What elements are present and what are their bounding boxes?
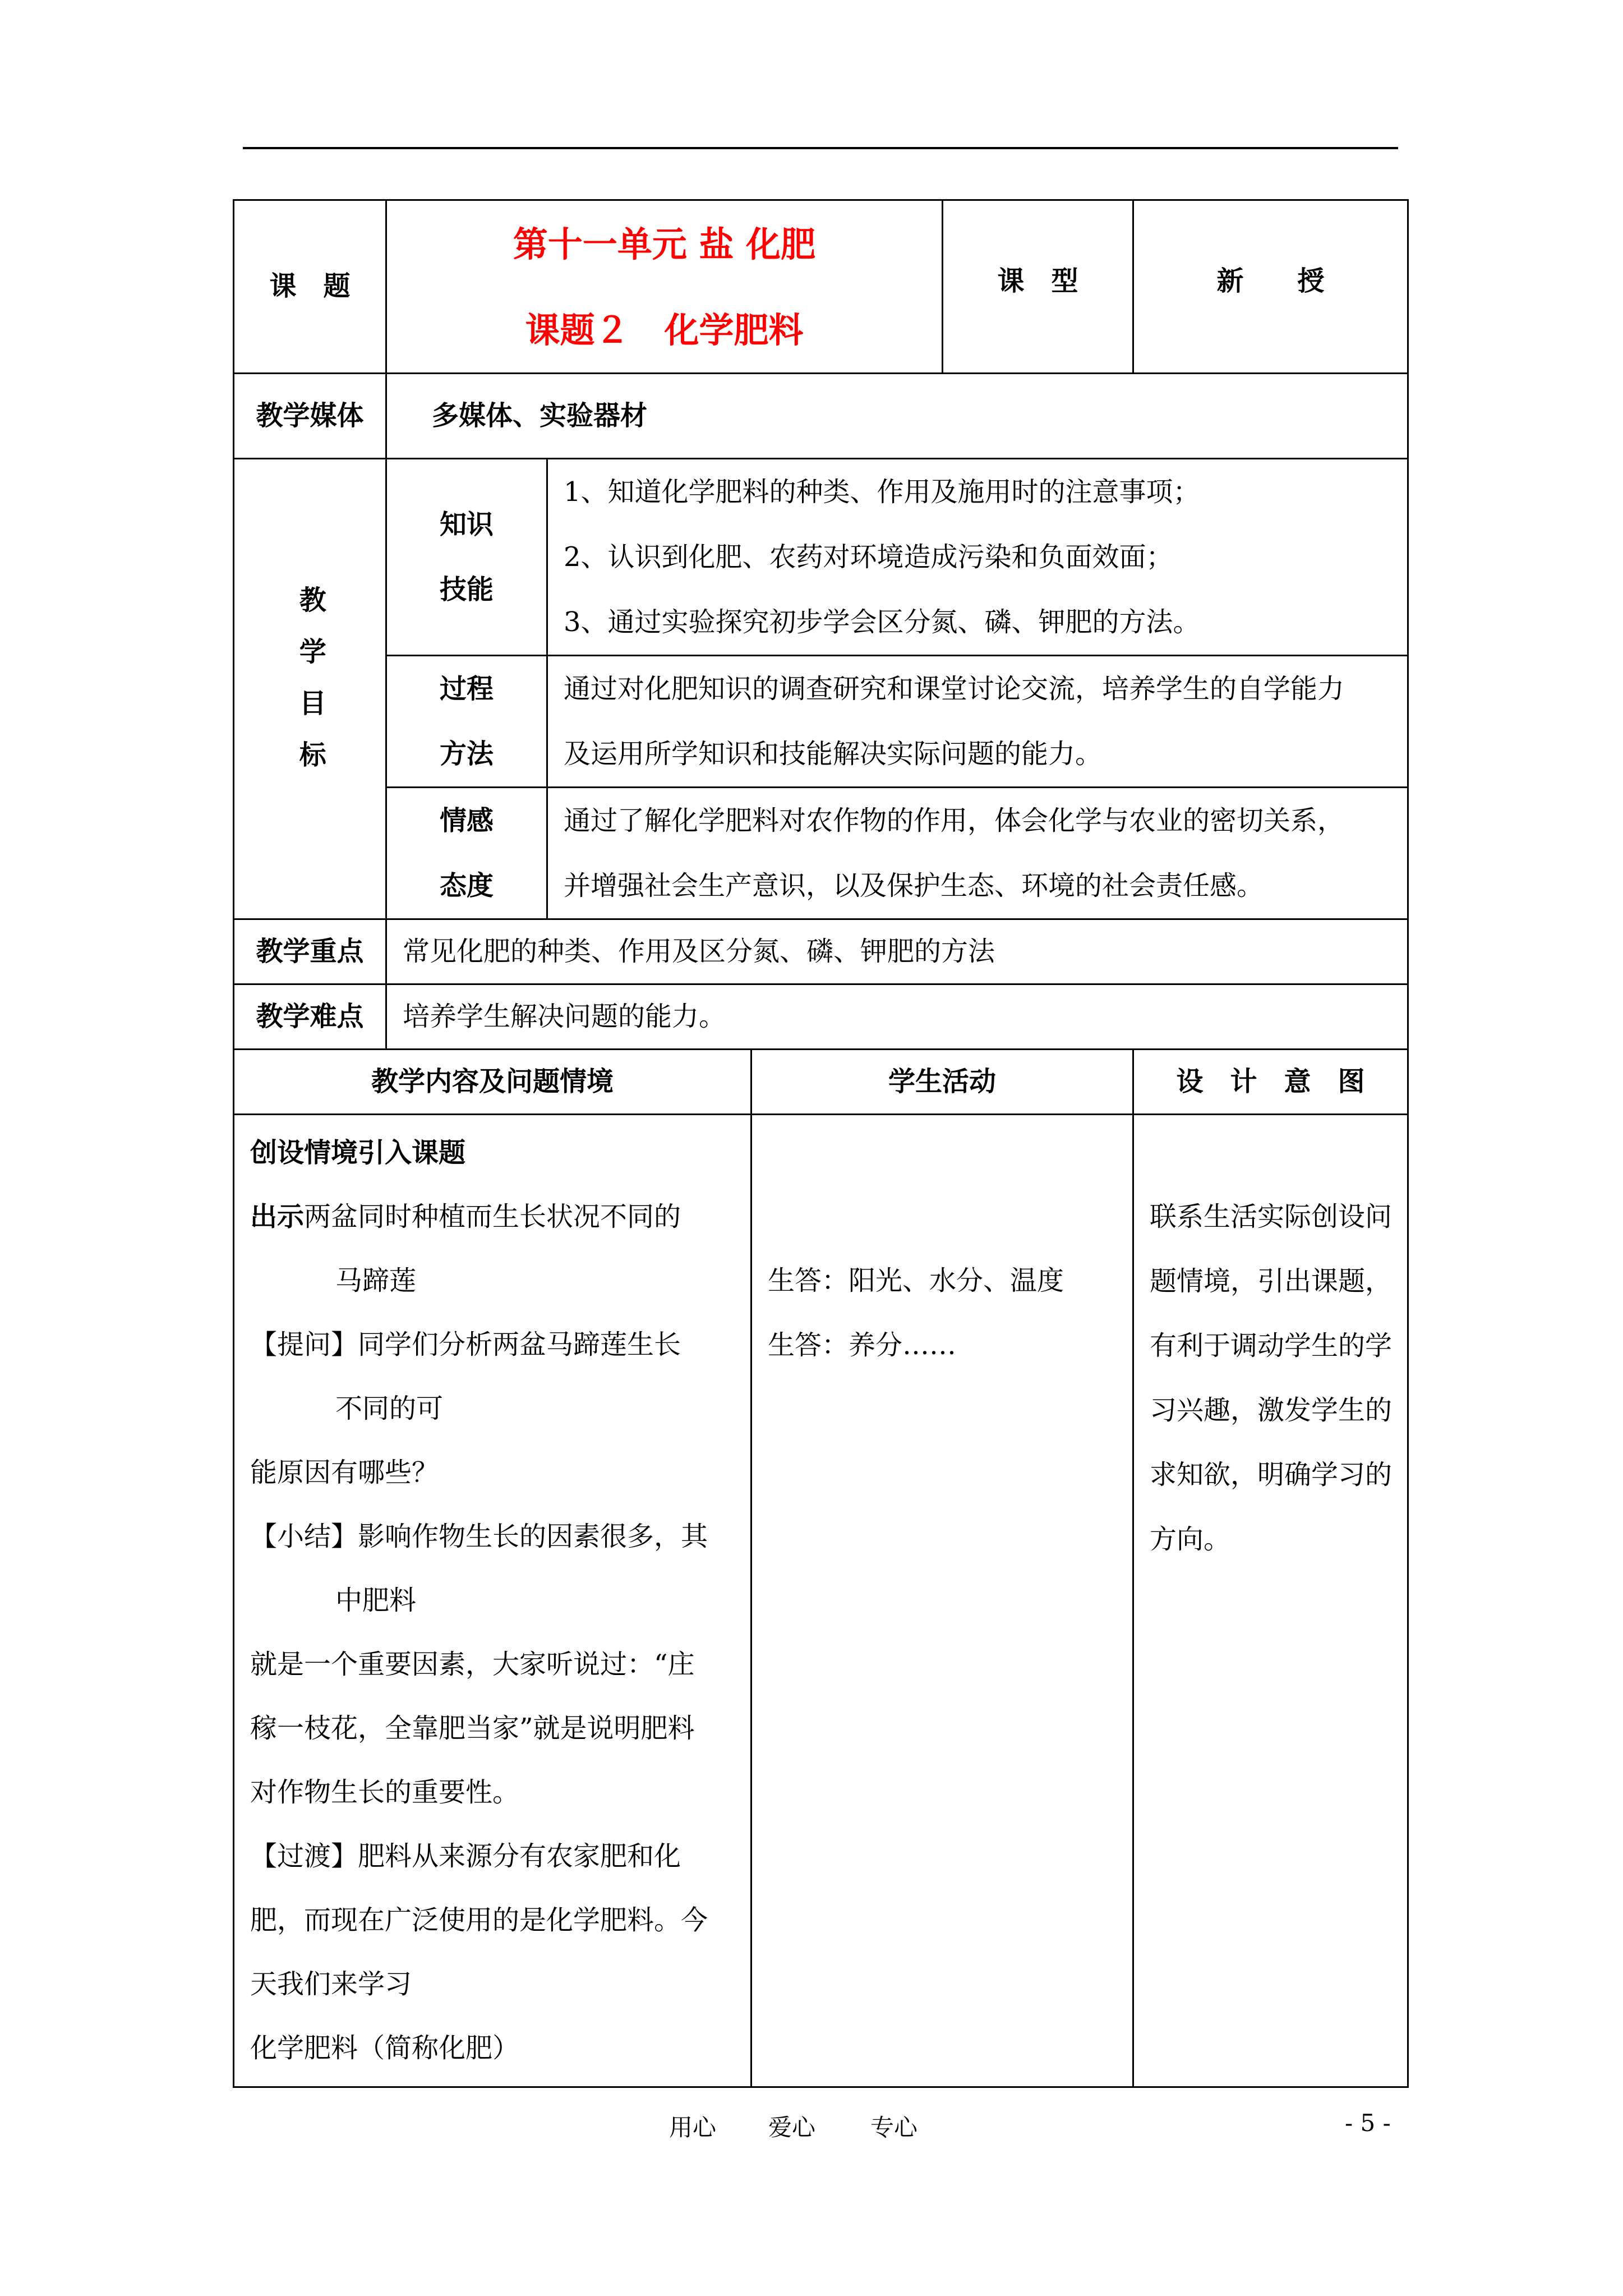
show-text: 两盆同时种植而生长状况不同的 <box>304 1201 681 1232</box>
objective-label-knowledge <box>386 459 547 656</box>
lesson-plan-table <box>233 199 1409 2088</box>
lesson-content-cell <box>234 1115 751 2087</box>
content-line: 就是一个重要因素，大家听说过：“庄 <box>250 1649 695 1680</box>
key-point-row <box>234 919 1408 984</box>
objective-text-attitude <box>547 788 1408 919</box>
content-line: 稼一枝花，全靠肥当家”就是说明肥料 <box>250 1713 695 1744</box>
objective-label-line: 技能 <box>439 574 494 605</box>
footer-motto-1: 用心 <box>669 2114 717 2141</box>
lesson-type-value: 新 授 <box>1133 200 1408 374</box>
objective-line: 通过对化肥知识的调查研究和课堂讨论交流，培养学生的自学能力 <box>564 673 1345 705</box>
content-line: 天我们来学习 <box>250 1968 412 2000</box>
question-label: 【提问】 <box>250 1329 358 1360</box>
key-point-label: 教学重点 <box>234 919 386 984</box>
objective-process-row <box>234 656 1408 788</box>
content-line <box>250 1313 750 1377</box>
transition-label: 【过渡】 <box>250 1841 358 1872</box>
column-header-content: 教学内容及问题情境 <box>234 1050 751 1115</box>
header-rule <box>243 147 1398 149</box>
objective-line: 1、知道化学肥料的种类、作用及施用时的注意事项； <box>564 476 1200 508</box>
intent-line: 求知欲，明确学习的 <box>1150 1459 1393 1490</box>
objective-label-line: 过程 <box>439 673 494 705</box>
show-label: 出示 <box>250 1201 305 1232</box>
lesson-title-cell <box>386 200 943 374</box>
media-value: 多媒体、实验器材 <box>386 374 1408 459</box>
column-header-intent: 设 计 意 图 <box>1133 1050 1408 1115</box>
content-line: 不同的可 <box>335 1393 444 1424</box>
content-line: 对作物生长的重要性。 <box>250 1777 520 1808</box>
student-activity-cell <box>751 1115 1133 2087</box>
objective-text-knowledge <box>547 459 1408 656</box>
lesson-body-row <box>234 1115 1408 2087</box>
content-line: 中肥料 <box>335 1585 417 1616</box>
topic-title: 课题２ 化学肥料 <box>525 310 804 351</box>
media-label: 教学媒体 <box>234 374 386 459</box>
column-header-activity: 学生活动 <box>751 1050 1133 1115</box>
footer-motto-3: 专心 <box>870 2114 918 2141</box>
objective-text-process <box>547 656 1408 788</box>
content-heading: 创设情境引入课题 <box>250 1137 466 1168</box>
question-text: 同学们分析两盆马蹄莲生长 <box>358 1329 681 1360</box>
summary-label: 【小结】 <box>250 1521 358 1552</box>
objective-label-line: 情感 <box>439 805 494 836</box>
objective-knowledge-row <box>234 459 1408 656</box>
key-point-value: 常见化肥的种类、作用及区分氮、磷、钾肥的方法 <box>386 919 1408 984</box>
objective-line: 并增强社会生产意识，以及保护生态、环境的社会责任感。 <box>564 870 1264 901</box>
unit-title: 第十一单元 盐 化肥 <box>513 224 816 265</box>
intent-line: 方向。 <box>1150 1524 1231 1555</box>
transition-text: 肥料从来源分有农家肥和化 <box>358 1841 681 1872</box>
content-line: 肥，而现在广泛使用的是化学肥料。今 <box>250 1904 708 1936</box>
objective-line: 及运用所学知识和技能解决实际问题的能力。 <box>564 738 1103 770</box>
objective-label-line: 态度 <box>439 870 494 901</box>
content-line: 马蹄莲 <box>335 1265 417 1296</box>
design-intent-cell <box>1133 1115 1408 2087</box>
lesson-type-label: 课 型 <box>943 200 1133 374</box>
objective-line: 通过了解化学肥料对农作物的作用，体会化学与农业的密切关系， <box>564 805 1345 836</box>
objective-line: 3、通过实验探究初步学会区分氮、磷、钾肥的方法。 <box>564 606 1200 638</box>
objectives-label-cell <box>234 459 386 919</box>
summary-text: 影响作物生长的因素很多，其 <box>358 1521 708 1552</box>
activity-line: 生答：阳光、水分、温度 <box>768 1265 1064 1296</box>
objective-line: 2、认识到化肥、农药对环境造成污染和负面效面； <box>564 541 1173 573</box>
objective-label-line: 方法 <box>439 738 494 770</box>
difficulty-row <box>234 984 1408 1050</box>
content-line <box>250 1185 750 1249</box>
title-row <box>234 200 1408 374</box>
objective-label-line: 知识 <box>439 509 494 540</box>
objective-attitude-row <box>234 788 1408 919</box>
intent-line: 题情境，引出课题， <box>1150 1266 1393 1297</box>
footer-motto-2: 爱心 <box>768 2114 816 2141</box>
intent-line: 联系生活实际创设问 <box>1150 1201 1393 1232</box>
column-header-row <box>234 1050 1408 1115</box>
content-line: 能原因有哪些？ <box>250 1457 439 1488</box>
content-line: 化学肥料（简称化肥） <box>250 2032 520 2064</box>
content-line <box>250 1504 750 1568</box>
media-row <box>234 374 1408 459</box>
intent-line: 习兴趣，激发学生的 <box>1150 1395 1393 1426</box>
topic-label: 课 题 <box>234 200 386 374</box>
difficulty-value: 培养学生解决问题的能力。 <box>386 984 1408 1050</box>
objective-label-attitude <box>386 788 547 919</box>
activity-line: 生答：养分…… <box>768 1329 957 1361</box>
intent-line: 有利于调动学生的学 <box>1150 1330 1393 1361</box>
objective-label-process <box>386 656 547 788</box>
page-number: - 5 - <box>1345 2109 1391 2137</box>
content-line <box>250 1824 750 1888</box>
difficulty-label: 教学难点 <box>234 984 386 1050</box>
objectives-label: 教学目标 <box>294 586 326 792</box>
